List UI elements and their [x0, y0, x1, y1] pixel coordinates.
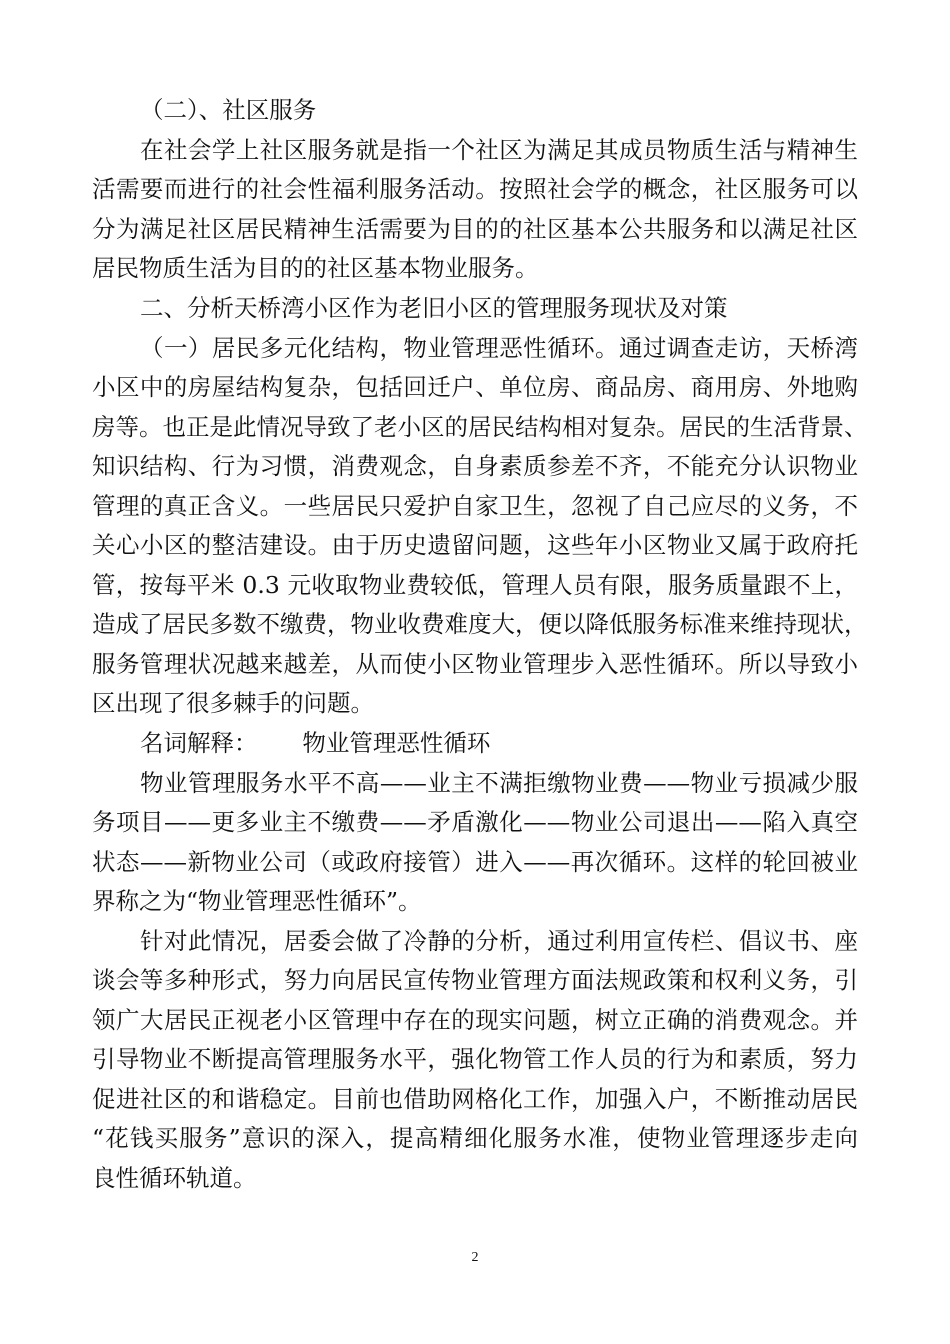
paragraph-line: 务项目——更多业主不缴费——矛盾激化——物业公司退出——陷入真空 — [92, 808, 858, 836]
paragraph-line: 造成了居民多数不缴费，物业收费难度大，便以降低服务标准来维持现状， — [92, 610, 868, 638]
page-number: 2 — [471, 1250, 479, 1265]
paragraph-line: 关心小区的整洁建设。由于历史遗留问题，这些年小区物业又属于政府托 — [92, 531, 858, 559]
paragraph-line: 良性循环轨道。 — [92, 1164, 257, 1192]
paragraph-line: 界称之为“物业管理恶性循环”。 — [92, 887, 422, 915]
paragraph-line: 分为满足社区居民精神生活需要为目的的社区基本公共服务和以满足社区 — [92, 215, 858, 243]
paragraph-line: 管，按每平米 0.3 元收取物业费较低，管理人员有限，服务质量跟不上， — [92, 571, 858, 599]
paragraph-line: 服务管理状况越来越差，从而使小区物业管理步入恶性循环。所以导致小 — [92, 650, 858, 678]
paragraph-line: 促进社区的和谐稳定。目前也借助网格化工作，加强入户，不断推动居民 — [92, 1085, 858, 1113]
paragraph-line: 引导物业不断提高管理服务水平，强化物管工作人员的行为和素质，努力 — [92, 1045, 858, 1073]
paragraph-line: 物业管理服务水平不高——业主不满拒缴物业费——物业亏损减少服 — [140, 769, 858, 797]
paragraph-line: （一）居民多元化结构，物业管理恶性循环。通过调查走访，天桥湾 — [140, 334, 858, 362]
paragraph-line: 在社会学上社区服务就是指一个社区为满足其成员物质生活与精神生 — [140, 136, 858, 164]
paragraph-line: 状态——新物业公司（或政府接管）进入——再次循环。这样的轮回被业 — [92, 848, 858, 876]
term-definition-label: 名词解释： 物业管理恶性循环 — [140, 729, 491, 757]
paragraph-line: 领广大居民正视老小区管理中存在的现实问题，树立正确的消费观念。并 — [92, 1006, 858, 1034]
paragraph-line: 房等。也正是此情况导致了老小区的居民结构相对复杂。居民的生活背景、 — [92, 413, 868, 441]
heading-community-service: （二）、社区服务 — [140, 96, 317, 124]
section-heading-two: 二、分析天桥湾小区作为老旧小区的管理服务现状及对策 — [140, 294, 728, 322]
paragraph-line: 管理的真正含义。一些居民只爱护自家卫生，忽视了自己应尽的义务，不 — [92, 492, 858, 520]
paragraph-line: 区出现了很多棘手的问题。 — [92, 689, 374, 717]
paragraph-line: 谈会等多种形式，努力向居民宣传物业管理方面法规政策和权利义务，引 — [92, 966, 858, 994]
paragraph-line: 小区中的房屋结构复杂，包括回迁户、单位房、商品房、商用房、外地购 — [92, 373, 858, 401]
paragraph-line: “花钱买服务”意识的深入，提高精细化服务水准，使物业管理逐步走向 — [92, 1124, 858, 1152]
paragraph-line: 针对此情况，居委会做了冷静的分析，通过利用宣传栏、倡议书、座 — [140, 927, 858, 955]
paragraph-line: 活需要而进行的社会性福利服务活动。按照社会学的概念，社区服务可以 — [92, 175, 858, 203]
paragraph-line: 居民物质生活为目的的社区基本物业服务。 — [92, 254, 539, 282]
paragraph-line: 知识结构、行为习惯，消费观念，自身素质参差不齐，不能充分认识物业 — [92, 452, 858, 480]
